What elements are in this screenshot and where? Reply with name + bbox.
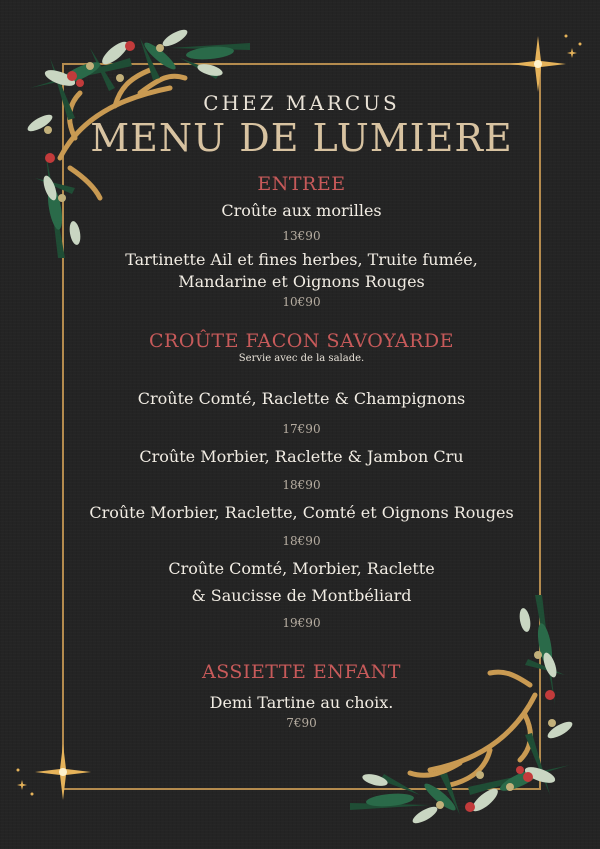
section-note: Servie avec de la salade. [238, 353, 365, 364]
menu-content [64, 92, 539, 732]
menu-item-price: 10€90 [282, 295, 321, 309]
small-sparkle-icon [560, 30, 590, 60]
menu-item-name-line2: & Saucisse de Montbéliard [191, 586, 412, 605]
section-entree [64, 172, 539, 311]
menu-title: MENU DE LUMIERE [90, 116, 513, 160]
menu-item-name: Croûte aux morilles [221, 201, 382, 220]
menu-item-price: 7€90 [286, 716, 317, 730]
menu-item-price: 17€90 [282, 422, 321, 436]
menu-item-price: 18€90 [282, 478, 321, 492]
section-title: ASSIETTE ENFANT [202, 661, 401, 683]
menu-item-name: Croûte Comté, Morbier, Raclette [168, 559, 435, 578]
section-croute [64, 329, 539, 632]
menu-item-name: Croûte Comté, Raclette & Champignons [137, 389, 466, 408]
menu-item-name: Demi Tartine au choix. [209, 693, 394, 712]
menu-item-name-line2: Mandarine et Oignons Rouges [178, 272, 425, 291]
small-sparkle-icon [10, 762, 40, 802]
section-enfant [64, 660, 539, 732]
menu-item-price: 18€90 [282, 534, 321, 548]
section-title: CROÛTE FACON SAVOYARDE [149, 330, 454, 352]
menu-item-name: Croûte Morbier, Raclette, Comté et Oignons Rouges [89, 503, 514, 522]
menu-item-price: 13€90 [282, 229, 321, 243]
menu-item-name: Croûte Morbier, Raclette & Jambon Cru [139, 447, 464, 466]
menu-item-name: Tartinette Ail et fines herbes, Truite fumée, [125, 250, 478, 269]
section-title: ENTREE [257, 173, 346, 195]
restaurant-name: CHEZ MARCUS [203, 91, 400, 115]
menu-item-price: 19€90 [282, 616, 321, 630]
